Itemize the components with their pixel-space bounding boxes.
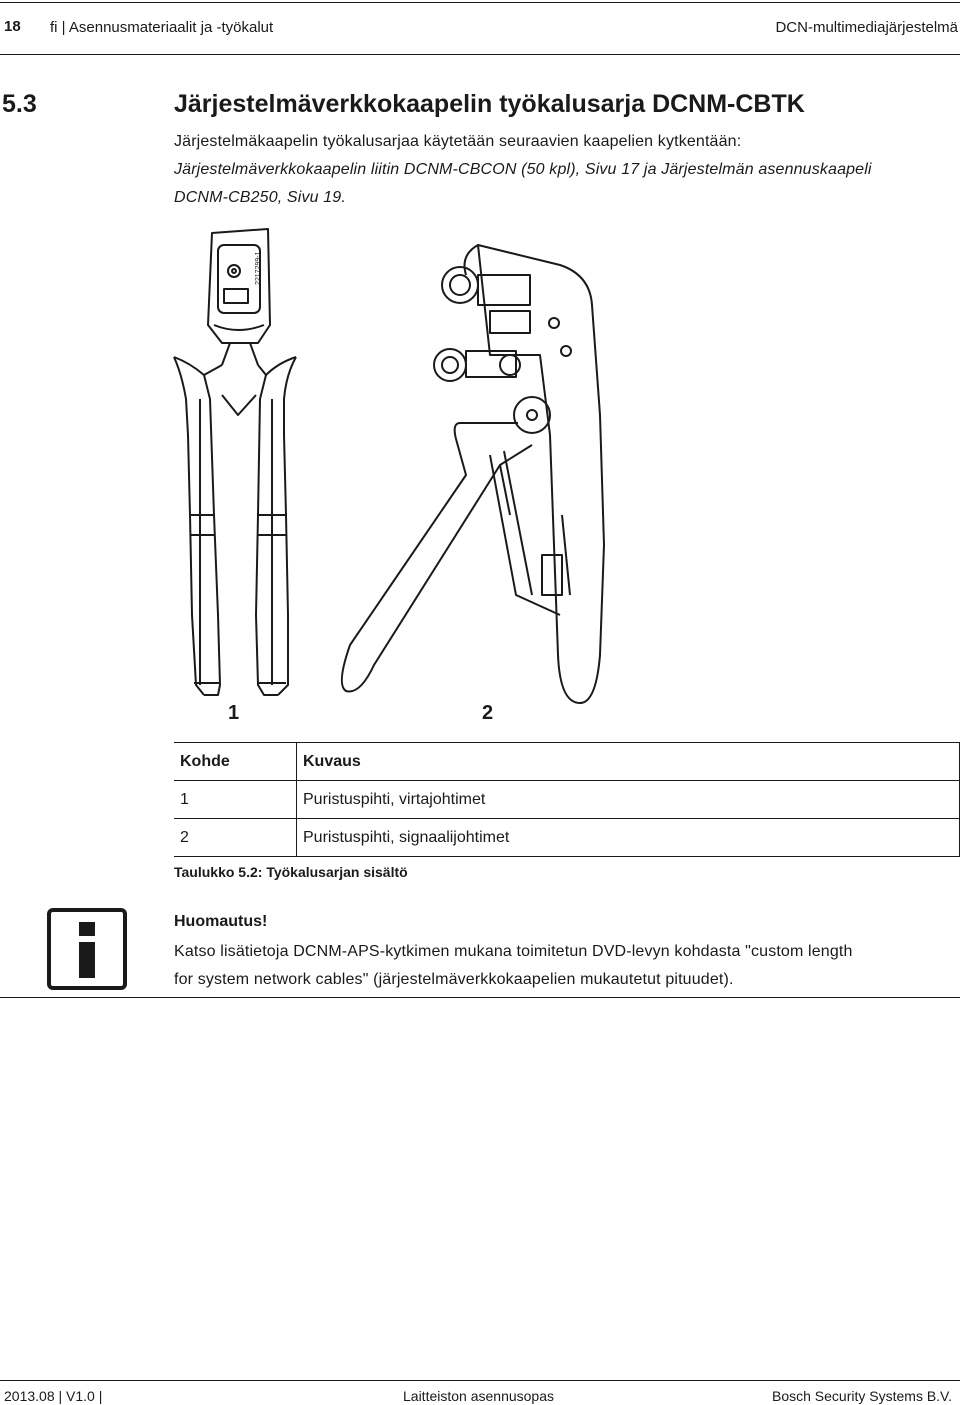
power-crimper-illustration (174, 229, 296, 695)
die-marking: 2217299-1 (255, 251, 262, 285)
note-line-2: for system network cables" (järjestelmäverkkokaapelien mukautetut pituudet). (174, 971, 734, 988)
note-line-1: Katso lisätietoja DCNM-APS-kytkimen mukana toimitetun DVD-levyn kohdasta "custom length (174, 943, 853, 960)
document-title: DCN-multimediajärjestelmä (775, 19, 958, 36)
section-number: 5.3 (2, 90, 37, 118)
header-top-rule (0, 2, 960, 3)
note-bottom-rule (0, 997, 960, 998)
table-header-row (174, 743, 960, 781)
crimp-tools-figure (160, 215, 640, 725)
cell-item: 2 (174, 819, 297, 857)
footer-document-name: Laitteiston asennusopas (403, 1388, 554, 1404)
table-row (174, 781, 960, 819)
intro-line-2: Järjestelmäverkkokaapelin liitin DCNM-CBCON (50 kpl), Sivu 17 ja Järjestelmän asennuskaapeli (174, 161, 872, 178)
cell-item: 1 (174, 781, 297, 819)
page-number: 18 (4, 18, 21, 35)
footer-date-version: 2013.08 | V1.0 | (4, 1388, 103, 1404)
figure-label-1: 1 (228, 702, 240, 724)
section-title: Järjestelmäverkkokaapelin työkalusarja DCNM-CBTK (174, 90, 805, 118)
cell-description: Puristuspihti, signaalijohtimet (297, 819, 960, 857)
footer-company: Bosch Security Systems B.V. (772, 1388, 952, 1404)
intro-line-3: DCNM-CB250, Sivu 19. (174, 189, 346, 206)
intro-line-1: Järjestelmäkaapelin työkalusarjaa käytetään seuraavien kaapelien kytkentään: (174, 133, 742, 150)
section-path: fi | Asennusmateriaalit ja -työkalut (50, 19, 274, 36)
figure-label-2: 2 (482, 702, 494, 724)
table-caption: Taulukko 5.2: Työkalusarjan sisältö (174, 864, 408, 880)
col-header-description: Kuvaus (297, 743, 960, 781)
crimp-tools-drawing (160, 215, 640, 725)
table-row (174, 819, 960, 857)
col-header-item: Kohde (174, 743, 297, 781)
note-title: Huomautus! (174, 913, 268, 930)
info-icon (47, 908, 127, 990)
signal-crimper-illustration (342, 245, 604, 703)
contents-table (174, 742, 960, 857)
cell-description: Puristuspihti, virtajohtimet (297, 781, 960, 819)
header-bottom-rule (0, 54, 960, 55)
footer-rule (0, 1380, 960, 1381)
